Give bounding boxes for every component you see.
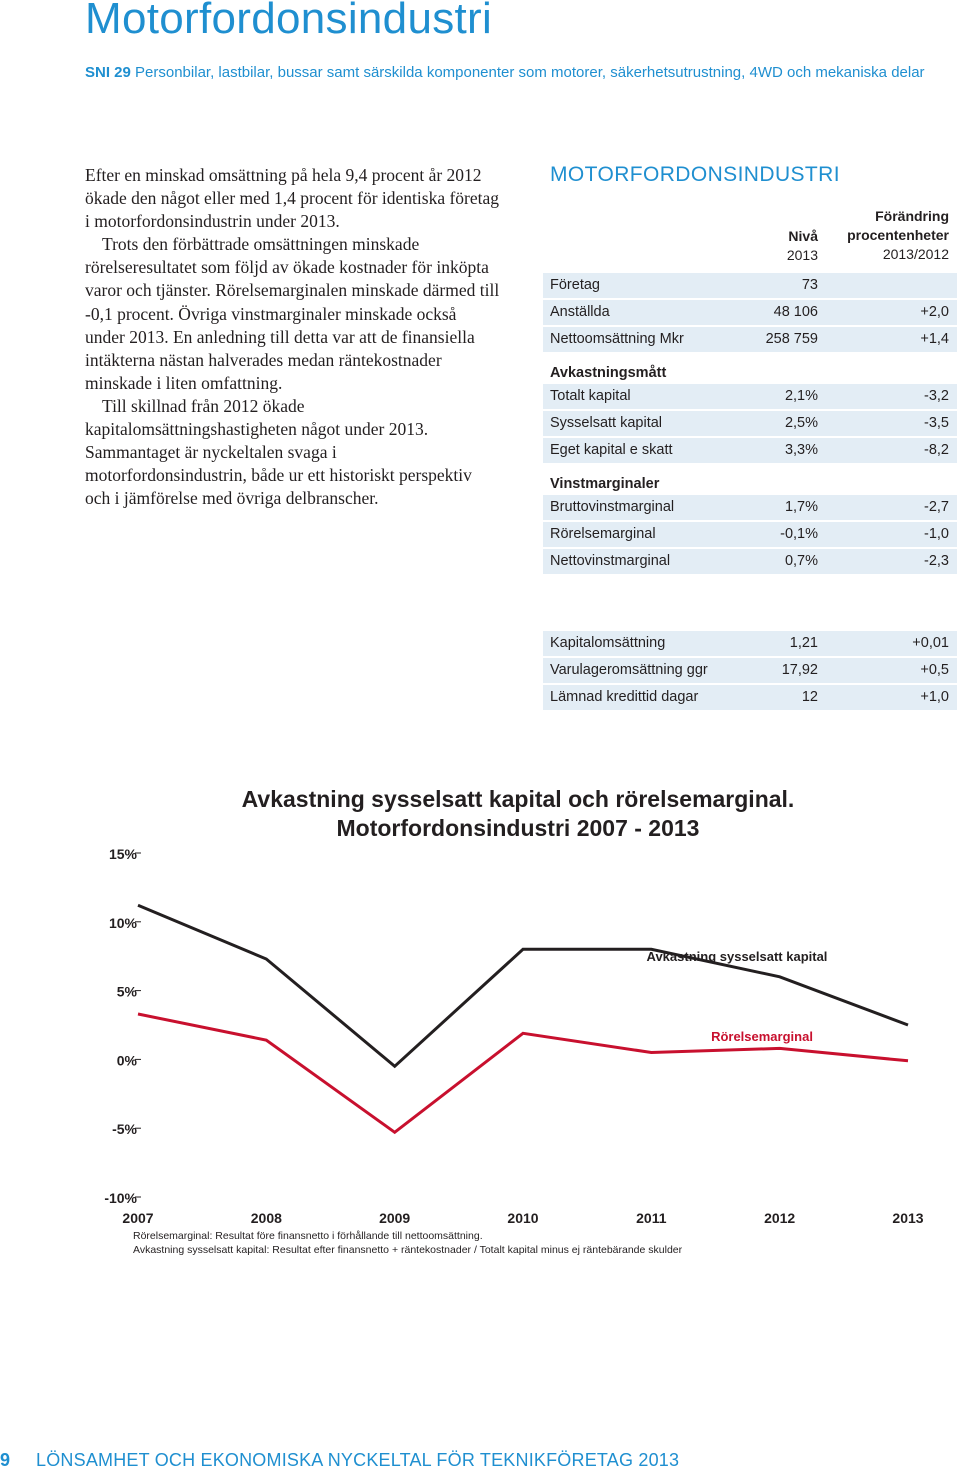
series-label-0: Avkastning sysselsatt kapital (646, 949, 828, 964)
x-tick-label: 2008 (250, 1210, 282, 1226)
row-level-value: 0,7% (784, 553, 818, 569)
line-chart (0, 775, 960, 1265)
body-paragraph: Efter en minskad omsättning på hela 9,4 procent år 2012 ökade den något eller med 1,4 procent för identiska företag i motorfordonsindustrin under 2013. (85, 165, 500, 232)
x-tick-label: 2013 (892, 1210, 924, 1226)
row-change-value: +0,01 (912, 635, 949, 651)
col-head-change-line1: Förändring (875, 208, 949, 224)
chart-title-line2: Motorfordonsindustri 2007 - 2013 (336, 815, 700, 841)
row-change-value: +1,0 (920, 689, 949, 705)
row-change-value: -3,2 (924, 388, 949, 404)
row-level-value: 2,5% (784, 415, 818, 431)
row-change-value: -3,5 (924, 415, 949, 431)
row-level-value: 3,3% (784, 442, 818, 458)
page-number: 9 (0, 1450, 11, 1470)
row-change-value: +0,5 (920, 662, 949, 678)
row-level-value: 1,21 (789, 635, 818, 651)
row-label: Nettoomsättning Mkr (550, 331, 684, 347)
y-tick-label: 15% (108, 846, 137, 862)
row-label: Anställda (550, 304, 610, 320)
row-label: Företag (550, 277, 600, 293)
row-label: Kapitalomsättning (550, 635, 666, 651)
chart-container (0, 775, 960, 1265)
sni-text: Personbilar, lastbilar, bussar samt särskilda komponenter som motorer, säkerhetsutrustning, 4WD och mekaniska delar (135, 64, 925, 81)
x-tick-label: 2012 (764, 1210, 796, 1226)
section-head-returns: Avkastningsmått (550, 365, 667, 381)
table-row (543, 273, 957, 298)
col-head-level (762, 227, 818, 265)
row-level-value: 17,92 (781, 662, 818, 678)
table-row (543, 327, 957, 352)
body-paragraph: Till skillnad från 2012 ökade kapitalomsättningshastigheten något under 2013. Sammantaget är nyckeltalen svaga i motorfordonsindustrin, både ur ett historiskt perspektiv och i jämförelse med övriga delbranscher. (85, 395, 472, 509)
row-change-value: -1,0 (924, 526, 949, 542)
table-row (543, 522, 957, 547)
table-row (543, 300, 957, 325)
row-level-value: 48 106 (773, 304, 818, 320)
x-tick-label: 2007 (122, 1210, 154, 1226)
x-tick-label: 2010 (507, 1210, 539, 1226)
table-row (543, 658, 957, 683)
body-text (85, 164, 500, 510)
row-level-value: 73 (801, 277, 818, 293)
body-paragraph: Trots den förbättrade omsättningen minskade rörelseresultatet som följd av ökade kostnader för inköpta varor och tjänster. Rörelsemarginalen minskade därmed till -0,1 procent. Övriga vinstmarginaler minskade också under 2013. En anledning till detta var att de finansiella intäkterna nästan halverades medan räntekostnader minskade i liten omfattning. (85, 234, 500, 393)
row-label: Sysselsatt kapital (550, 415, 663, 431)
table-row (543, 384, 957, 409)
chart-title-line1: Avkastning sysselsatt kapital och rörelsemarginal. (241, 786, 795, 812)
row-level-value: 1,7% (784, 499, 818, 515)
table-row (543, 631, 957, 656)
row-change-value: -2,7 (924, 499, 949, 515)
x-tick-label: 2009 (379, 1210, 411, 1226)
table-row (543, 438, 957, 463)
row-label: Rörelsemarginal (550, 526, 656, 542)
row-level-value: 12 (801, 689, 818, 705)
table-heading: MOTORFORDONSINDUSTRI (550, 163, 840, 186)
y-tick-label: -5% (112, 1121, 137, 1138)
table-row (543, 685, 957, 710)
table-group-margins (543, 495, 957, 574)
section-head-margins: Vinstmarginaler (550, 476, 660, 492)
row-change-value: -2,3 (924, 553, 949, 569)
row-label: Eget kapital e skatt (550, 442, 673, 458)
chart-note-1: Avkastning sysselsatt kapital: Resultat efter finansnetto + räntekostnader / Totalt kapital minus ej räntebärande skulder (133, 1244, 683, 1256)
table-row (543, 549, 957, 574)
row-level-value: 2,1% (784, 388, 818, 404)
row-label: Lämnad kredittid dagar (550, 689, 699, 705)
col-head-level-line1: Nivå (788, 228, 818, 244)
col-head-change-line2: procentenheter (847, 227, 949, 243)
y-tick-label: -10% (104, 1190, 137, 1206)
table-row (543, 411, 957, 436)
y-tick-label: 10% (108, 914, 137, 931)
row-label: Nettovinstmarginal (550, 553, 671, 569)
row-change-value: +2,0 (920, 304, 949, 320)
series-label-1: Rörelsemarginal (711, 1029, 813, 1044)
row-label: Totalt kapital (550, 388, 631, 404)
col-head-change-line3: 2013/2012 (882, 246, 949, 262)
y-tick-label: 5% (116, 983, 137, 1000)
row-label: Varulageromsättning ggr (550, 662, 708, 678)
row-change-value: -8,2 (924, 442, 949, 458)
sni-description (85, 62, 925, 83)
row-level-value: -0,1% (780, 526, 818, 542)
key-figures-table-lower (543, 631, 957, 712)
footer-text: LÖNSAMHET OCH EKONOMISKA NYCKELTAL FÖR TEKNIKFÖRETAG 2013 (36, 1450, 680, 1470)
row-label: Bruttovinstmarginal (550, 499, 675, 515)
y-tick-label: 0% (116, 1052, 137, 1069)
sni-code: SNI 29 (85, 64, 131, 81)
row-level-value: 258 759 (765, 331, 818, 347)
col-head-level-line2: 2013 (786, 247, 818, 263)
row-change-value: +1,4 (920, 331, 949, 347)
page-title: Motorfordonsindustri (85, 0, 493, 43)
table-group-basic (543, 273, 957, 352)
table-group-turnover (543, 631, 957, 710)
table-group-returns (543, 384, 957, 463)
key-figures-table (543, 273, 957, 576)
x-tick-label: 2011 (636, 1210, 667, 1226)
col-head-change (826, 207, 949, 264)
table-row (543, 495, 957, 520)
chart-note-0: Rörelsemarginal: Resultat före finansnetto i förhållande till nettoomsättning. (133, 1230, 483, 1242)
